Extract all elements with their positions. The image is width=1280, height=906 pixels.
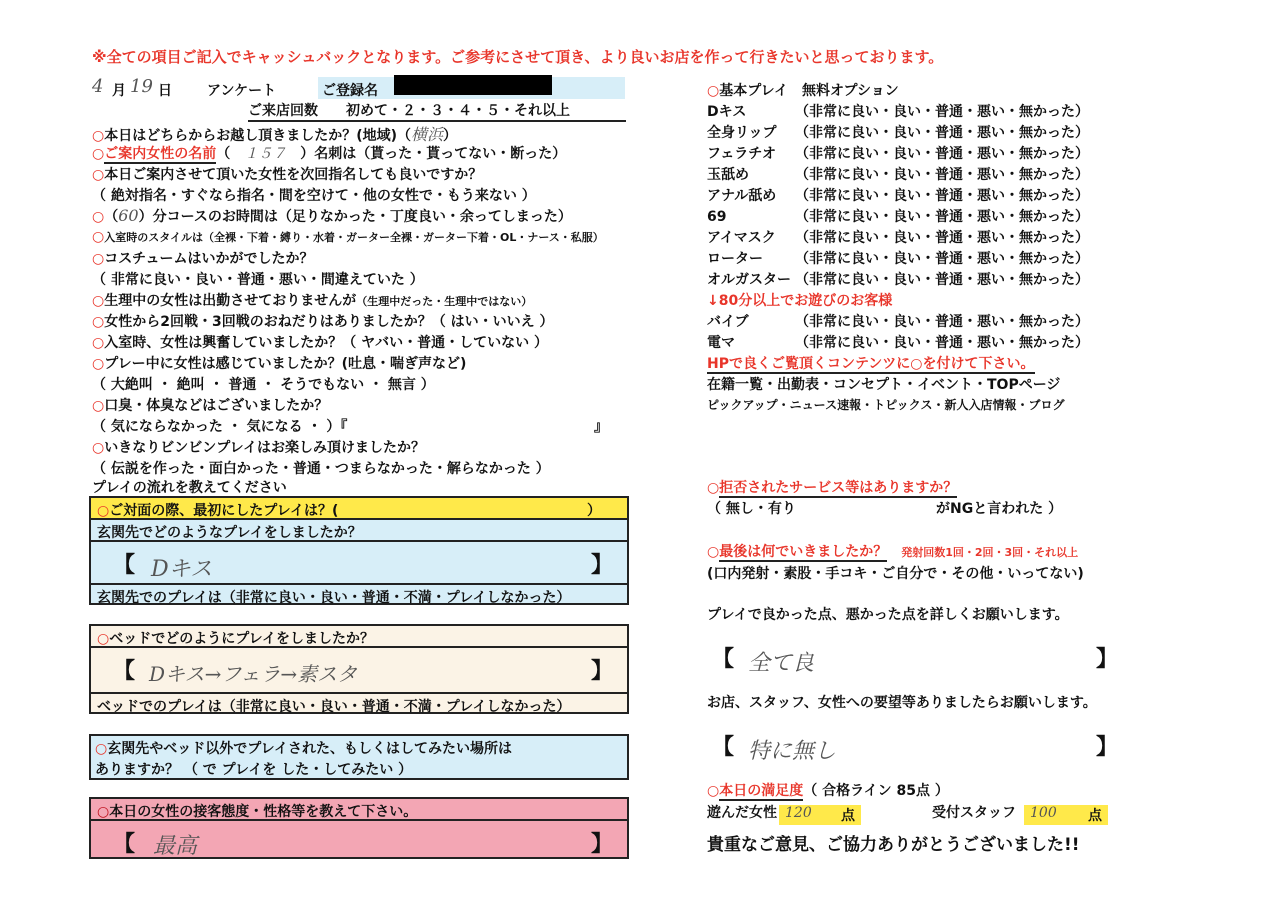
- visits-label: ご来店回数: [248, 103, 318, 119]
- play-rating-row: [707, 101, 1089, 121]
- play-name: 玉舐め: [707, 167, 749, 183]
- refused-q: ○拒否されたサービス等はありますか？: [707, 480, 958, 496]
- entrance-hand: Dキス: [151, 557, 213, 582]
- finish-options: (口内発射・素股・手コキ・ご自分で・その他・いってない): [707, 566, 1084, 582]
- attitude-box: ○本日の女性の接客態度・性格等を教えて下さい。 【 最高 】: [89, 797, 629, 859]
- play-rating-options: （非常に良い・良い・普通・悪い・無かった）: [795, 188, 1089, 204]
- q-style: ○入室時のスタイルは（全裸・下着・縛り・水着・ガーター全裸・ガーター下着・OL・ナース・私服）: [92, 229, 604, 245]
- refused-options: （ 無し・有り: [707, 501, 796, 517]
- entrance-q: 玄関先でどのようなプレイをしましたか？: [91, 520, 627, 542]
- play-rating-options: （非常に良い・良い・普通・悪い・無かった）: [795, 146, 1089, 162]
- bed-hand: Dキス→フェラ→素スタ: [149, 662, 358, 686]
- play-name: フェラチオ: [707, 146, 777, 162]
- survey-label: アンケート: [207, 83, 277, 99]
- odor-options: （ 気にならなかった ・ 気になる ・ ）『: [92, 419, 348, 435]
- play-rating-options: （非常に良い・良い・普通・悪い・無かった）: [795, 104, 1089, 120]
- over80-label: ↓80分以上でお遊びのお客様: [707, 293, 893, 309]
- costume-options: （ 非常に良い・良い・普通・悪い・間違えていた ）: [92, 272, 424, 288]
- play-rating-row: [707, 248, 1089, 268]
- renomination-options: （ 絶対指名・すぐなら指名・間を空けて・他の女性で・もう来ない ）: [92, 188, 536, 204]
- girl-score-hand: 120: [785, 805, 812, 821]
- other-place-q2: ありますか？ （ で プレイを した・してみたい ）: [95, 762, 413, 778]
- flow-label: プレイの流れを教えてください: [92, 480, 287, 496]
- attitude-hand: 最高: [153, 834, 198, 859]
- play-rating-row: [707, 269, 1089, 289]
- play-rating-row: [707, 185, 1089, 205]
- date-day-label: 日: [158, 83, 172, 99]
- q-course: ○（60）分コースのお時間は（足りなかった・丁度良い・余ってしまった）: [92, 206, 572, 225]
- first-play-bar: ○ご対面の際、最初にしたプレイは？( ）: [91, 498, 627, 520]
- request-q: お店、スタッフ、女性への要望等ありましたらお願いします。: [707, 695, 1097, 711]
- q-odor: ○口臭・体臭などはございましたか？: [92, 398, 329, 414]
- feel-options: （ 大絶叫 ・ 絶叫 ・ 普通 ・ そうでもない ・ 無言 ）: [92, 377, 435, 393]
- visits-options: 初めて・２・３・４・５・それ以上: [346, 103, 570, 119]
- bed-rating: ベッドでのプレイは（非常に良い・良い・普通・不満・プレイしなかった）: [91, 692, 627, 714]
- play-name: 全身リップ: [707, 125, 777, 141]
- good-bad-hand: 全て良: [748, 651, 815, 676]
- q-round2: ○女性から2回戦・3回戦のおねだりはありましたか？（ はい・いいえ ）: [92, 314, 554, 330]
- bed-box: ○ベッドでどのようにプレイをしましたか？ 【 Dキス→フェラ→素スタ 】 ベッドでのプレイは（非常に良い・良い・普通・不満・プレイしなかった）: [89, 624, 629, 714]
- good-bad-q: プレイで良かった点、悪かった点を詳しくお願いします。: [707, 607, 1069, 623]
- thanks-message: 貴重なご意見、ご協力ありがとうございました!!: [707, 835, 1080, 855]
- play-rating-options: （非常に良い・良い・普通・悪い・無かった）: [795, 230, 1089, 246]
- q-girl-name: ○ご案内女性の名前（ １５７ ）名刺は（貰った・貰ってない・断った）: [92, 146, 567, 162]
- play-rating-options: （非常に良い・良い・普通・悪い・無かった）: [795, 272, 1089, 288]
- q-period: ○生理中の女性は出勤させておりませんが（生理中だった・生理中ではない）: [92, 293, 533, 309]
- play-rating-options: （非常に良い・良い・普通・悪い・無かった）: [795, 251, 1089, 267]
- course-hand: 60: [118, 206, 139, 225]
- refused-options-2: がNGと言われた ）: [936, 501, 1063, 517]
- odor-close: 』: [594, 419, 608, 435]
- reg-name-label: ご登録名: [322, 83, 378, 99]
- attitude-q: ○本日の女性の接客態度・性格等を教えて下さい。: [91, 799, 627, 821]
- visits-row: [248, 100, 626, 122]
- play-name: Dキス: [707, 104, 747, 120]
- bed-q: ○ベッドでどのようにプレイをしましたか？: [91, 626, 627, 648]
- q-costume: ○コスチュームはいかがでしたか？: [92, 251, 314, 267]
- play-rating-row: [707, 122, 1089, 142]
- entrance-rating: 玄関先でのプレイは（非常に良い・良い・普通・不満・プレイしなかった）: [91, 583, 627, 605]
- play-rating-row: [707, 332, 1089, 352]
- play-name: アイマスク: [707, 230, 776, 246]
- date-day-hand: 19: [130, 76, 153, 97]
- date-month-hand: 4: [92, 76, 104, 97]
- play-rating-row: [707, 164, 1089, 184]
- q-renomination: ○本日ご案内させて頂いた女性を次回指名しても良いですか？: [92, 167, 483, 183]
- staff-score-hand: 100: [1030, 805, 1057, 821]
- play-rating-row: [707, 143, 1089, 163]
- play-rating-row: [707, 311, 1089, 331]
- date-month-label: 月: [112, 83, 126, 99]
- play-rating-options: （非常に良い・良い・普通・悪い・無かった）: [795, 125, 1089, 141]
- hp-label: HPで良くご覧頂くコンテンツに○を付けて下さい。: [707, 356, 1035, 372]
- entrance-box: ○ご対面の際、最初にしたプレイは？( ） 玄関先でどのようなプレイをしましたか？ 【 Dキス 】 玄関先でのプレイは（非常に良い・良い・普通・不満・プレイしなかった）: [89, 496, 629, 605]
- play-rating-options: （非常に良い・良い・普通・悪い・無かった）: [795, 335, 1089, 351]
- reg-name-redacted: [394, 75, 552, 95]
- basic-play-header: ○基本プレイ 無料オプション: [707, 83, 899, 99]
- other-place-q1: ○玄関先やベッド以外でプレイされた、もしくはしてみたい場所は: [95, 741, 512, 757]
- q-feel: ○プレー中に女性は感じていましたか？(吐息・喘ぎ声など): [92, 356, 467, 372]
- play-rating-row: [707, 206, 1089, 226]
- satisfaction-row: ○本日の満足度（ 合格ライン 85点 ）: [707, 783, 949, 799]
- play-name: ローター: [707, 251, 763, 267]
- play-name: 電マ: [707, 335, 735, 351]
- hp-line2: ピックアップ・ニュース速報・トピックス・新人入店情報・ブログ: [707, 398, 1065, 412]
- request-hand: 特に無し: [748, 739, 837, 764]
- girl-score-row: 遊んだ女性 120 点: [707, 802, 861, 825]
- hp-line1: 在籍一覧・出勤表・コンセプト・イベント・TOPページ: [707, 377, 1061, 393]
- play-rating-options: （非常に良い・良い・普通・悪い・無かった）: [795, 209, 1089, 225]
- q-area: ○本日はどちらからお越し頂きましたか？(地域)（横浜）: [92, 125, 458, 144]
- sudden-options: （ 伝説を作った・面白かった・普通・つまらなかった・解らなかった ）: [92, 461, 550, 477]
- play-rating-options: （非常に良い・良い・普通・悪い・無かった）: [795, 167, 1089, 183]
- q-excited: ○入室時、女性は興奮していましたか？（ ヤバい・普通・していない ）: [92, 335, 548, 351]
- header-notice: ※全ての項目ご記入でキャッシュバックとなります。ご参考にさせて頂き、より良いお店を作って行きたいと思っております。: [92, 48, 944, 66]
- play-name: バイブ: [707, 314, 749, 330]
- play-name: オルガスター: [707, 272, 791, 288]
- finish-q: ○最後は何でいきましたか？ 発射回数1回・2回・3回・それ以上: [707, 544, 1079, 560]
- q-card: 名刺は（貰った・貰ってない・断った）: [314, 146, 567, 162]
- q-area-hand: 横浜: [411, 125, 444, 144]
- staff-score-row: 受付スタッフ 100 点: [932, 802, 1108, 825]
- play-name: アナル舐め: [707, 188, 777, 204]
- other-place-box: [89, 734, 629, 780]
- play-name: 69: [707, 209, 727, 225]
- play-rating-options: （非常に良い・良い・普通・悪い・無かった）: [795, 314, 1089, 330]
- q-sudden: ○いきなりビンビンプレイはお楽しみ頂けましたか？: [92, 440, 425, 456]
- play-rating-row: [707, 227, 1089, 247]
